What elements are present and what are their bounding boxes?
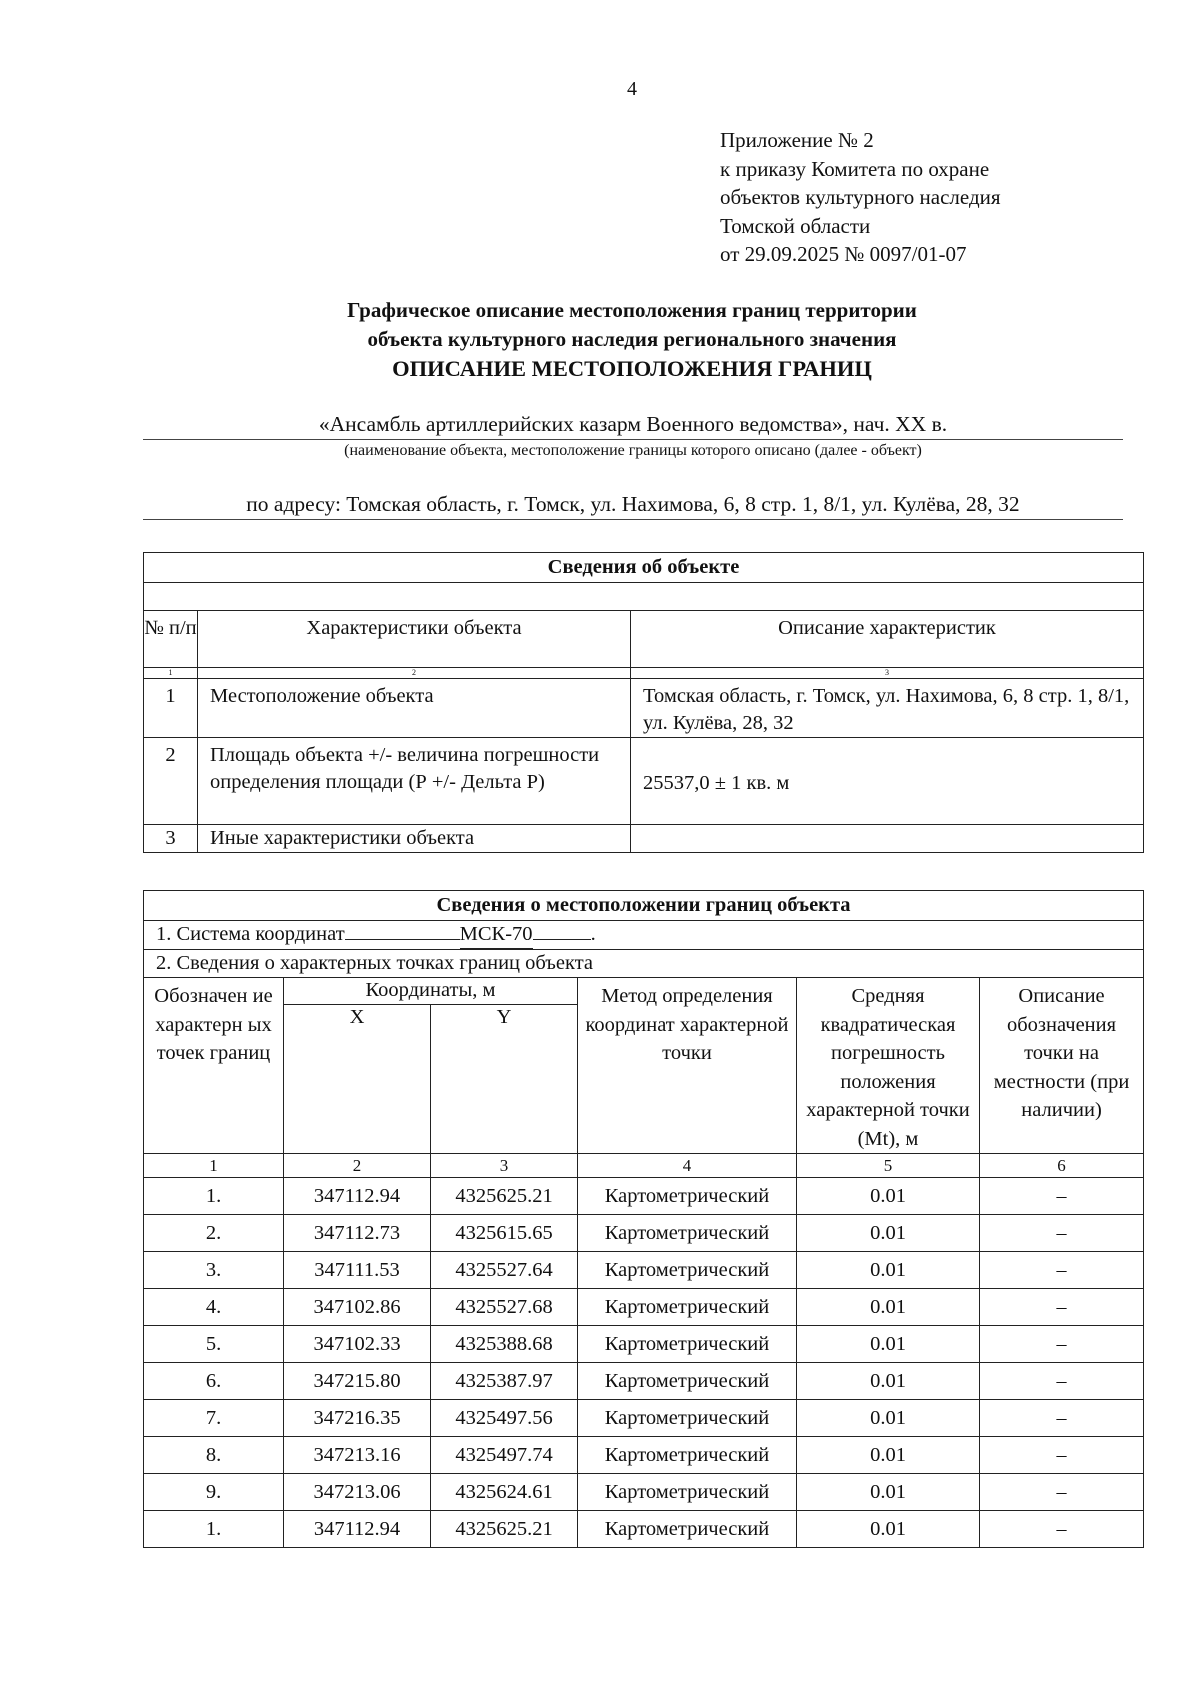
index-cell: 3 [631, 668, 1144, 679]
coordinate-y: 4325625.21 [431, 1178, 578, 1215]
coordinate-x: 347102.33 [284, 1326, 431, 1363]
object-info-title: Сведения об объекте [144, 553, 1144, 583]
coordinate-y: 4325624.61 [431, 1474, 578, 1511]
method-cell: Картометрический [578, 1252, 797, 1289]
coordinate-system-label: 1. Система координат [156, 923, 345, 945]
error-cell: 0.01 [797, 1178, 980, 1215]
row-number: 1 [144, 679, 198, 738]
coordinate-x: 347213.06 [284, 1474, 431, 1511]
coordinate-y: 4325615.65 [431, 1215, 578, 1252]
method-cell: Картометрический [578, 1215, 797, 1252]
object-info-table [143, 552, 1144, 853]
table-row [144, 738, 1144, 825]
coordinate-x: 347213.16 [284, 1437, 431, 1474]
appendix-block [720, 126, 1001, 269]
index-cell: 6 [980, 1154, 1144, 1178]
row-number: 3 [144, 825, 198, 853]
row-value [631, 825, 1144, 853]
coordinate-x: 347111.53 [284, 1252, 431, 1289]
point-label: 4. [144, 1289, 284, 1326]
coordinate-y: 4325527.64 [431, 1252, 578, 1289]
underline-blank [533, 939, 591, 940]
error-cell: 0.01 [797, 1474, 980, 1511]
table-row [144, 1178, 1144, 1215]
point-label: 9. [144, 1474, 284, 1511]
table-row [144, 1215, 1144, 1252]
point-label: 7. [144, 1400, 284, 1437]
row-value: 25537,0 ± 1 кв. м [631, 738, 1144, 825]
method-cell: Картометрический [578, 1326, 797, 1363]
points-section-title: 2. Сведения о характерных точках границ объекта [144, 950, 1144, 978]
method-cell: Картометрический [578, 1474, 797, 1511]
boundary-info-title: Сведения о местоположении границ объекта [144, 891, 1144, 921]
coordinate-x: 347215.80 [284, 1363, 431, 1400]
error-cell: 0.01 [797, 1437, 980, 1474]
point-label: 1. [144, 1511, 284, 1548]
error-cell: 0.01 [797, 1215, 980, 1252]
object-address: по адресу: Томская область, г. Томск, ул. Нахимова, 6, 8 стр. 1, 8/1, ул. Кулёва, 28, 32 [143, 490, 1123, 520]
table-row [144, 1474, 1144, 1511]
point-label: 1. [144, 1178, 284, 1215]
table-row [144, 1289, 1144, 1326]
header-error: Средняя квадратическая погрешность положения характерной точки (Mt), м [797, 978, 980, 1154]
appendix-line: Приложение № 2 [720, 128, 874, 152]
point-label: 8. [144, 1437, 284, 1474]
index-cell: 2 [284, 1154, 431, 1178]
index-cell: 1 [144, 1154, 284, 1178]
error-cell: 0.01 [797, 1252, 980, 1289]
error-cell: 0.01 [797, 1400, 980, 1437]
header-number: № п/п [144, 611, 198, 668]
table-row [144, 1400, 1144, 1437]
description-cell: – [980, 1326, 1144, 1363]
row-value: Томская область, г. Томск, ул. Нахимова, 6, 8 стр. 1, 8/1, ул. Кулёва, 28, 32 [631, 679, 1144, 738]
coordinate-y: 4325497.56 [431, 1400, 578, 1437]
description-cell: – [980, 1178, 1144, 1215]
coordinate-system-value: МСК-70 [460, 921, 533, 949]
header-description: Описание характеристик [631, 611, 1144, 668]
coordinate-y: 4325497.74 [431, 1437, 578, 1474]
error-cell: 0.01 [797, 1326, 980, 1363]
description-cell: – [980, 1252, 1144, 1289]
method-cell: Картометрический [578, 1289, 797, 1326]
error-cell: 0.01 [797, 1511, 980, 1548]
table-row [144, 825, 1144, 853]
header-coordinates: Координаты, м [284, 978, 578, 1005]
page-number: 4 [627, 78, 637, 100]
index-cell: 2 [198, 668, 631, 679]
table-row [144, 1363, 1144, 1400]
description-cell: – [980, 1400, 1144, 1437]
error-cell: 0.01 [797, 1363, 980, 1400]
point-label: 3. [144, 1252, 284, 1289]
error-cell: 0.01 [797, 1289, 980, 1326]
point-label: 5. [144, 1326, 284, 1363]
title-line-1: Графическое описание местоположения границ территории [347, 298, 917, 322]
description-cell: – [980, 1511, 1144, 1548]
coordinate-y: 4325387.97 [431, 1363, 578, 1400]
object-name-caption: (наименование объекта, местоположение границы которого описано (далее - объект) [344, 442, 922, 459]
header-point: Обозначен ие характерн ых точек границ [144, 978, 284, 1154]
empty-row [144, 583, 1144, 611]
description-cell: – [980, 1437, 1144, 1474]
appendix-line: объектов культурного наследия [720, 185, 1001, 209]
header-method: Метод определения координат характерной точки [578, 978, 797, 1154]
underline-blank [345, 939, 460, 940]
coordinate-x: 347216.35 [284, 1400, 431, 1437]
boundary-points-table [143, 890, 1144, 1548]
table-row [144, 679, 1144, 738]
coordinate-y: 4325625.21 [431, 1511, 578, 1548]
header-y: Y [431, 1004, 578, 1153]
appendix-line: от 29.09.2025 № 0097/01-07 [720, 242, 967, 266]
index-cell: 1 [144, 668, 198, 679]
row-name: Иные характеристики объекта [198, 825, 631, 853]
description-cell: – [980, 1474, 1144, 1511]
row-name: Площадь объекта +/- величина погрешности определения площади (Р +/- Дельта Р) [198, 738, 631, 825]
appendix-line: к приказу Комитета по охране [720, 156, 990, 181]
table-row [144, 1252, 1144, 1289]
header-x: X [284, 1004, 431, 1153]
index-cell: 3 [431, 1154, 578, 1178]
index-cell: 4 [578, 1154, 797, 1178]
title-line-2: объекта культурного наследия регионального значения [367, 327, 897, 351]
method-cell: Картометрический [578, 1400, 797, 1437]
coordinate-x: 347112.94 [284, 1178, 431, 1215]
method-cell: Картометрический [578, 1178, 797, 1215]
table-row [144, 1511, 1144, 1548]
coordinate-system-row: 1. Система координат МСК-70 . [144, 921, 1144, 950]
header-characteristics: Характеристики объекта [198, 611, 631, 668]
row-number: 2 [144, 738, 198, 825]
method-cell: Картометрический [578, 1363, 797, 1400]
coordinate-x: 347112.73 [284, 1215, 431, 1252]
row-name: Местоположение объекта [198, 679, 631, 738]
appendix-line: Томской области [720, 213, 871, 238]
title-line-3: ОПИСАНИЕ МЕСТОПОЛОЖЕНИЯ ГРАНИЦ [392, 356, 872, 381]
method-cell: Картометрический [578, 1437, 797, 1474]
coordinate-y: 4325388.68 [431, 1326, 578, 1363]
table-row [144, 1437, 1144, 1474]
table-row [144, 1326, 1144, 1363]
object-name: «Ансамбль артиллерийских казарм Военного ведомства», нач. XX в. [143, 410, 1123, 440]
coordinate-x: 347102.86 [284, 1289, 431, 1326]
description-cell: – [980, 1363, 1144, 1400]
method-cell: Картометрический [578, 1511, 797, 1548]
coordinate-x: 347112.94 [284, 1511, 431, 1548]
coordinate-y: 4325527.68 [431, 1289, 578, 1326]
header-description: Описание обозначения точки на местности (при наличии) [980, 978, 1144, 1154]
description-cell: – [980, 1289, 1144, 1326]
index-cell: 5 [797, 1154, 980, 1178]
point-label: 2. [144, 1215, 284, 1252]
point-label: 6. [144, 1363, 284, 1400]
description-cell: – [980, 1215, 1144, 1252]
